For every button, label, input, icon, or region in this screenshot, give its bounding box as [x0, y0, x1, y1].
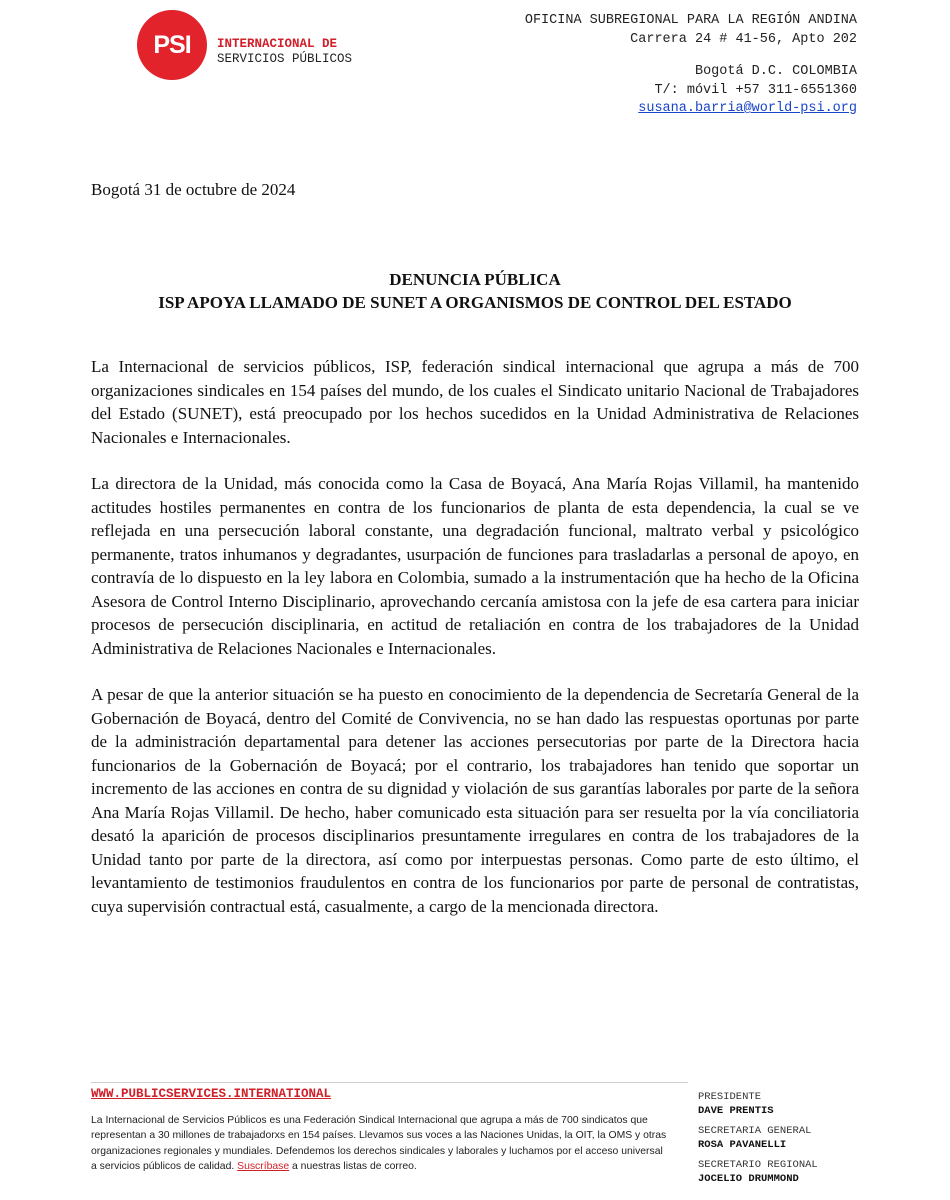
letter-body [91, 355, 859, 941]
logo-text: PSI [153, 30, 191, 59]
footer-website-link[interactable]: WWW.PUBLICSERVICES.INTERNATIONAL [91, 1087, 332, 1101]
org-name-line2: SERVICIOS PÚBLICOS [217, 52, 353, 66]
officer-role: SECRETARIO REGIONAL [698, 1159, 818, 1171]
officer-role: PRESIDENTE [698, 1091, 762, 1103]
heading-line2: ISP APOYA LLAMADO DE SUNET A ORGANISMOS DE CONTROL DEL ESTADO [158, 293, 792, 312]
heading-line1: DENUNCIA PÚBLICA [389, 270, 561, 289]
psi-logo [137, 10, 207, 80]
body-paragraph-3: A pesar de que la anterior situación se ha puesto en conocimiento de la dependencia de Secretaría General de la Gobernación de Boyacá, dentro del Comité de Convivencia, no se han dado las respuestas oportunas por parte de la administración departamental para detener las acciones persecutorias por parte de la Directora hacia funcionarios de la Gobernación de Boyacá; por el contrario, los trabajadores han tenido que soportar un incremento de las acciones en contra de su dignidad y violación de sus garantías laborales por parte de la señora Ana María Rojas Villamil. De hecho, haber comunicado esta situación para ser resuelta por la vía conciliatoria desató la aparición de procesos disciplinarios presuntamente irregulares en contra de los trabajadores de la Unidad tanto por parte de la directora, así como por interpuestas personas. Como parte de esto último, el levantamiento de testimonios fraudulentos en contra de los funcionarios por parte de personal de contratistas, cuya supervisión contractual está, casualmente, a cargo de la mencionada directora. [91, 685, 859, 916]
office-phone: T/: móvil +57 311-6551360 [654, 82, 857, 98]
office-street: Carrera 24 # 41-56, Apto 202 [630, 31, 857, 47]
office-title: OFICINA SUBREGIONAL PARA LA REGIÓN ANDINA [524, 13, 857, 28]
officer-name: ROSA PAVANELLI [698, 1139, 787, 1151]
officer-name: DAVE PRENTIS [698, 1105, 774, 1117]
officer-role: SECRETARIA GENERAL [698, 1125, 812, 1137]
officer-name: JOCELIO DRUMMOND [698, 1173, 799, 1185]
subscribe-link[interactable]: Suscríbase [237, 1161, 290, 1173]
letter-heading [91, 268, 859, 314]
subscribe-suffix: a nuestras listas de correo. [289, 1161, 417, 1173]
office-email-link[interactable]: susana.barria@world-psi.org [638, 101, 857, 116]
body-paragraph-1: La Internacional de servicios públicos, ISP, federación sindical internacional que agrupa a más de 700 organizaciones sindicales en 154 países del mundo, de los cuales el Sindicato unitario Nacional de Trabajadores del Estado (SUNET), está preocupado por los hechos sucedidos en la Unidad Administrativa de Relaciones Nacionales e Internacionales. [91, 357, 859, 447]
letter-date: Bogotá 31 de octubre de 2024 [91, 180, 296, 199]
footer-divider [91, 1082, 688, 1083]
footer-description-text: La Internacional de Servicios Públicos es una Federación Sindical Internacional que agrupa a más de 700 sindicatos que representan a 30 millones de trabajadorxs en 154 países. Llevamos sus voces a las Naciones Unidas, la OIT, la OMS y otras organizaciones regionales y mundiales. Defendemos los derechos sindicales y laborales y luchamos por el acceso universal a servicios públicos de calidad. [91, 1115, 667, 1173]
office-address [525, 12, 857, 119]
org-name [217, 37, 352, 67]
body-paragraph-2: La directora de la Unidad, más conocida como la Casa de Boyacá, Ana María Rojas Villamil, ha mantenido actitudes hostiles permanentes en contra de los funcionarios de planta de esta dependencia, la cual se ve reflejada en una persecución laboral constante, una degradación funcional, maltrato verbal y psicológico permanente, tratos inhumanos y degradantes, usurpación de funciones para trasladarlas a personal de apoyo, en contravía de lo dispuesto en la ley labora en Colombia, sumado a la instrumentación que ha hecho de la Oficina Asesora de Control Interno Disciplinario, aprovechando cercanía amistosa con la jefe de esa cartera para iniciar procesos de persecución disciplinaria, en actitud de retaliación en contra de los trabajadores de la Unidad Administrativa de Relaciones Nacionales e Internacionales. [91, 474, 859, 658]
footer-description [91, 1113, 671, 1175]
office-city: Bogotá D.C. COLOMBIA [694, 64, 857, 79]
org-name-line1: INTERNACIONAL DE [217, 37, 338, 51]
officers-list [698, 1090, 818, 1192]
